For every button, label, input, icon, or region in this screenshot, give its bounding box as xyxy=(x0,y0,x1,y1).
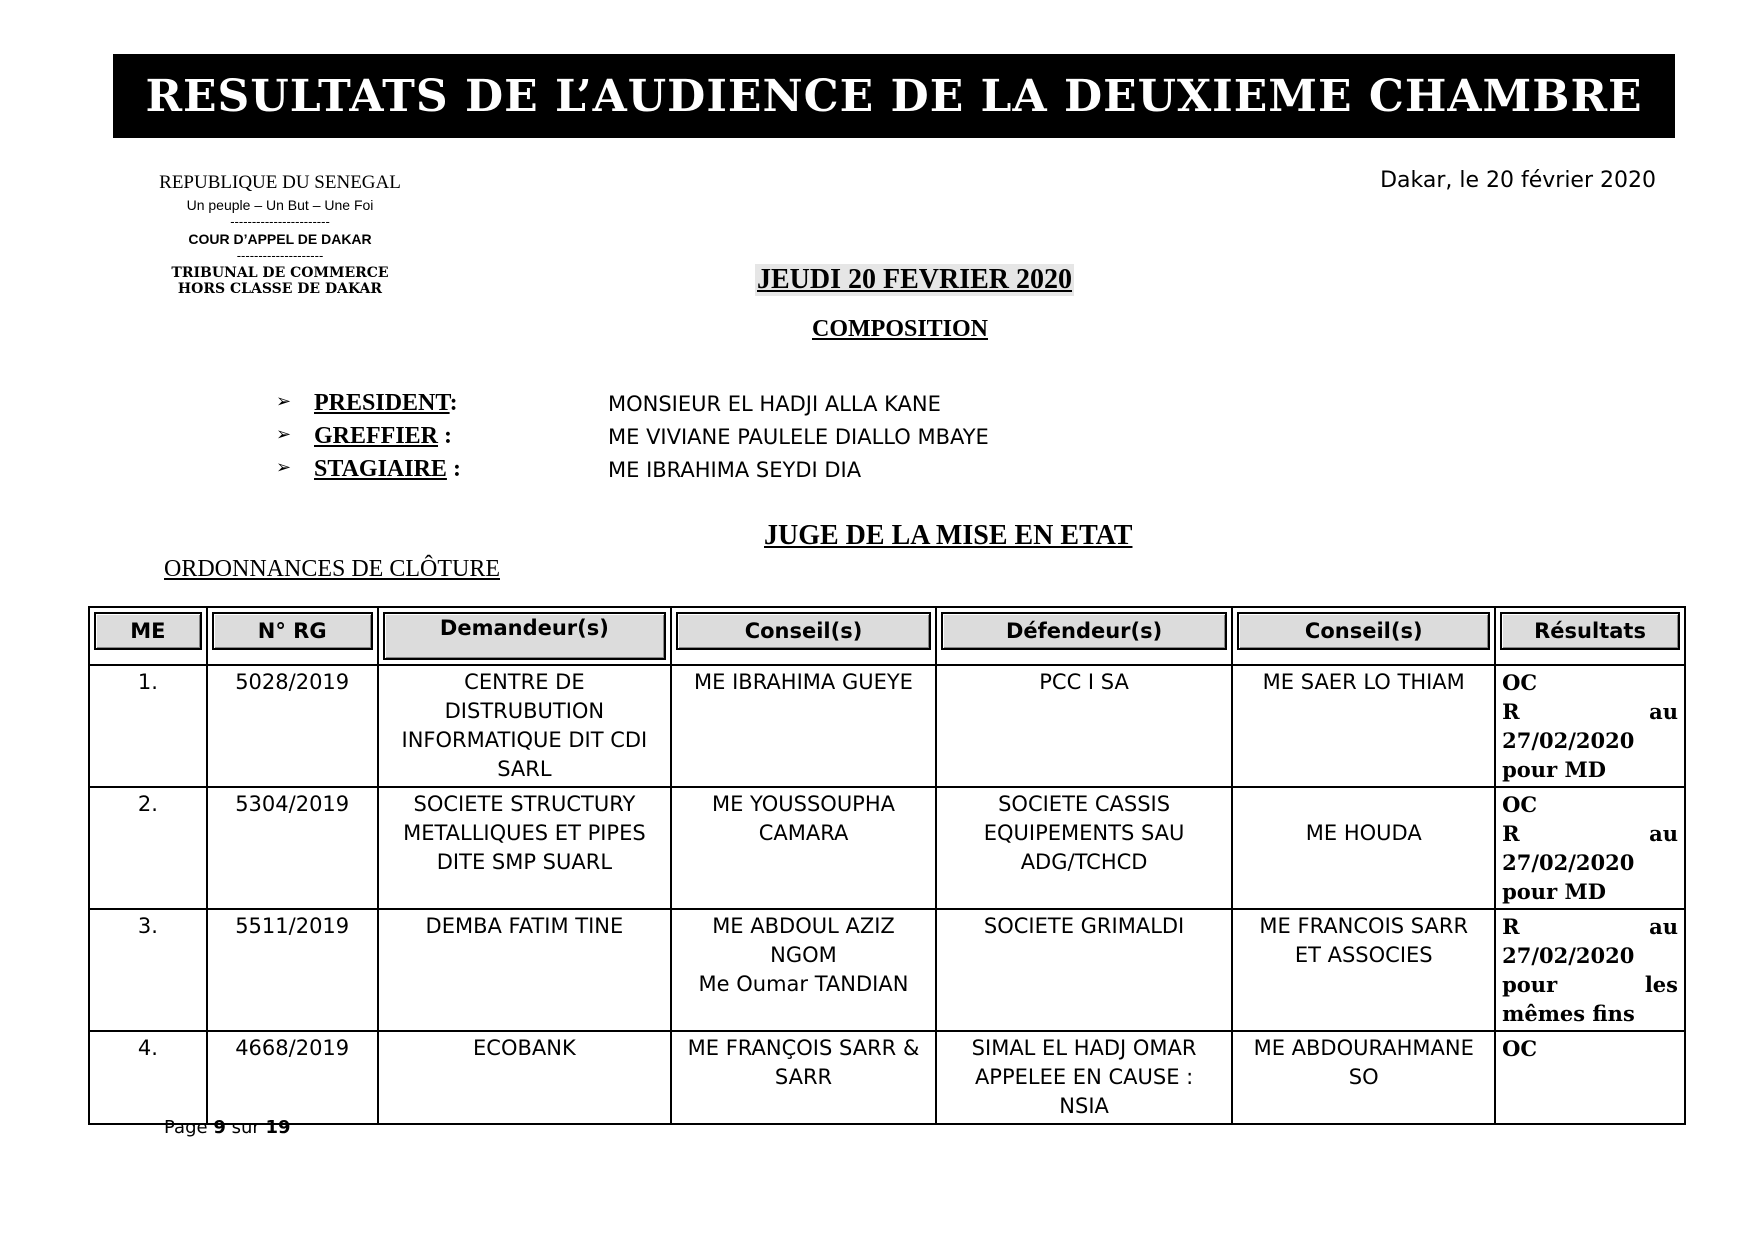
defendeur-cell: SOCIETE GRIMALDI xyxy=(936,909,1233,1031)
demandeur-cell: SOCIETE STRUCTURY METALLIQUES ET PIPES DITE SMP SUARL xyxy=(378,787,672,909)
separator: -------------------- xyxy=(236,248,324,263)
conseil-demandeur-cell: ME ABDOUL AZIZ NGOM Me Oumar TANDIAN xyxy=(671,909,936,1031)
section-title: JUGE DE LA MISE EN ETAT xyxy=(764,520,1133,551)
defendeur-cell: SIMAL EL HADJ OMAR APPELEE EN CAUSE : NSIA xyxy=(936,1031,1233,1124)
tribunal-name-line1: TRIBUNAL DE COMMERCE xyxy=(171,265,389,281)
demandeur-cell: DEMBA FATIM TINE xyxy=(378,909,672,1031)
conseil-demandeur-cell: ME FRANÇOIS SARR & SARR xyxy=(671,1031,936,1124)
conseil-defendeur-cell: ME FRANCOIS SARR ET ASSOCIES xyxy=(1232,909,1495,1031)
me-cell: 4. xyxy=(89,1031,207,1124)
banner-title: RESULTATS DE L’AUDIENCE DE LA DEUXIEME CHAMBRE xyxy=(145,70,1643,122)
tribunal-name-line2: HORS CLASSE DE DAKAR xyxy=(177,281,383,297)
demandeur-cell: ECOBANK xyxy=(378,1031,672,1124)
court-name: COUR D’APPEL DE DAKAR xyxy=(188,231,372,247)
demandeur-cell: CENTRE DE DISTRUBUTION INFORMATIQUE DIT CDI SARL xyxy=(378,665,672,787)
column-header: Demandeur(s) xyxy=(378,607,672,665)
composition-person: ME VIVIANE PAULELE DIALLO MBAYE xyxy=(608,425,989,449)
table-header-row xyxy=(89,607,1685,665)
conseil-defendeur-cell: ME ABDOURAHMANE SO xyxy=(1232,1031,1495,1124)
conseil-demandeur-cell: ME YOUSSOUPHA CAMARA xyxy=(671,787,936,909)
arrow-bullet-icon: ➢ xyxy=(276,391,292,412)
column-header: N° RG xyxy=(207,607,378,665)
composition-item xyxy=(276,456,1176,489)
conseil-demandeur-cell: ME IBRAHIMA GUEYE xyxy=(671,665,936,787)
composition-title: COMPOSITION xyxy=(812,316,989,342)
arrow-bullet-icon: ➢ xyxy=(276,457,292,478)
national-motto: Un peuple – Un But – Une Foi xyxy=(186,197,374,213)
results-table xyxy=(88,606,1686,1125)
table-row xyxy=(89,1031,1685,1124)
me-cell: 1. xyxy=(89,665,207,787)
column-header: ME xyxy=(89,607,207,665)
resultats-cell: R au 27/02/2020 pour les mêmes fins xyxy=(1495,909,1685,1031)
arrow-bullet-icon: ➢ xyxy=(276,424,292,445)
rg-cell: 5304/2019 xyxy=(207,787,378,909)
separator: ----------------------- xyxy=(230,214,330,229)
rg-cell: 5511/2019 xyxy=(207,909,378,1031)
me-cell: 3. xyxy=(89,909,207,1031)
rg-cell: 5028/2019 xyxy=(207,665,378,787)
document-date: Dakar, le 20 février 2020 xyxy=(1380,168,1656,193)
table-row xyxy=(89,787,1685,909)
subsection-title: ORDONNANCES DE CLÔTURE xyxy=(164,556,500,582)
composition-role: STAGIAIRE : xyxy=(314,456,461,482)
composition-list xyxy=(276,390,1176,489)
conseil-defendeur-cell: ME HOUDA xyxy=(1232,787,1495,909)
column-header: Défendeur(s) xyxy=(936,607,1233,665)
composition-item xyxy=(276,423,1176,456)
conseil-defendeur-cell: ME SAER LO THIAM xyxy=(1232,665,1495,787)
column-header: Conseil(s) xyxy=(1232,607,1495,665)
republic-name: REPUBLIQUE DU SENEGAL xyxy=(159,172,401,193)
defendeur-cell: SOCIETE CASSIS EQUIPEMENTS SAU ADG/TCHCD xyxy=(936,787,1233,909)
page-number: Page 9 sur 19 xyxy=(164,1117,291,1138)
resultats-cell: OC R au 27/02/2020 pour MD xyxy=(1495,665,1685,787)
composition-item xyxy=(276,390,1176,423)
column-header: Conseil(s) xyxy=(671,607,936,665)
composition-person: ME IBRAHIMA SEYDI DIA xyxy=(608,458,862,482)
composition-role: GREFFIER : xyxy=(314,423,453,449)
table-row xyxy=(89,665,1685,787)
composition-person: MONSIEUR EL HADJI ALLA KANE xyxy=(608,392,941,416)
table-row xyxy=(89,909,1685,1031)
hearing-day-title: JEUDI 20 FEVRIER 2020 xyxy=(757,264,1073,295)
column-header: Résultats xyxy=(1495,607,1685,665)
composition-role: PRESIDENT: xyxy=(314,390,458,416)
resultats-cell: OC R au 27/02/2020 pour MD xyxy=(1495,787,1685,909)
rg-cell: 4668/2019 xyxy=(207,1031,378,1124)
title-banner xyxy=(113,54,1675,138)
me-cell: 2. xyxy=(89,787,207,909)
institution-header xyxy=(120,172,440,297)
resultats-cell: OC xyxy=(1495,1031,1685,1124)
defendeur-cell: PCC I SA xyxy=(936,665,1233,787)
